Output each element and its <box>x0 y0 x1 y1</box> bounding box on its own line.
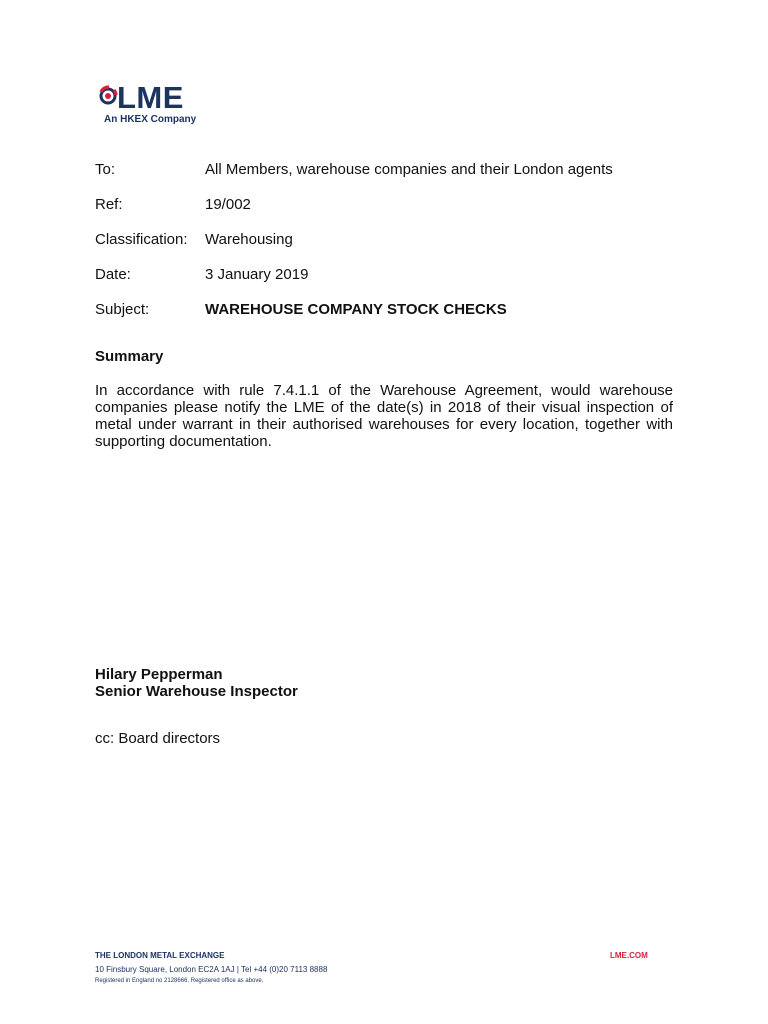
footer-address: 10 Finsbury Square, London EC2A 1AJ | Tel +44 (0)20 7113 8888 <box>95 965 328 974</box>
header-row-subject <box>95 301 507 319</box>
header-label: Ref: <box>95 196 123 213</box>
header-label: Classification: <box>95 231 188 248</box>
header-row-classification <box>95 231 293 249</box>
summary-heading: Summary <box>95 348 164 365</box>
subject-value: WAREHOUSE COMPANY STOCK CHECKS <box>205 301 507 318</box>
header-value: 19/002 <box>205 196 251 213</box>
signatory-name: Hilary Pepperman <box>95 666 223 683</box>
signatory-title: Senior Warehouse Inspector <box>95 683 298 700</box>
header-label: To: <box>95 161 116 178</box>
lme-logo <box>98 80 228 130</box>
logo-wordmark: LME <box>117 80 184 115</box>
summary-paragraph: In accordance with rule 7.4.1.1 of the Warehouse Agreement, would warehouse companies please notify the LME of the date(s) in 2018 of their visual inspection of metal under warrant in their authorised warehouses for every location, together with supporting documentation. <box>95 382 673 450</box>
header-row-to <box>95 161 613 179</box>
header-row-date <box>95 266 308 284</box>
cc-line: cc: Board directors <box>95 730 221 747</box>
footer-registration: Registered in England no 2128666. Registered office as above. <box>95 978 264 984</box>
header-value: Warehousing <box>205 231 293 248</box>
header-row-ref <box>95 196 251 214</box>
header-value: All Members, warehouse companies and their London agents <box>205 161 613 178</box>
header-value: 3 January 2019 <box>205 266 309 283</box>
logo-subtitle: An HKEX Company <box>104 114 197 125</box>
header-label: Subject: <box>95 301 150 318</box>
footer-org-name: THE LONDON METAL EXCHANGE <box>95 951 225 960</box>
lme-ring-icon <box>98 84 118 108</box>
footer-website-link[interactable]: LME.COM <box>610 951 648 960</box>
header-label: Date: <box>95 266 131 283</box>
